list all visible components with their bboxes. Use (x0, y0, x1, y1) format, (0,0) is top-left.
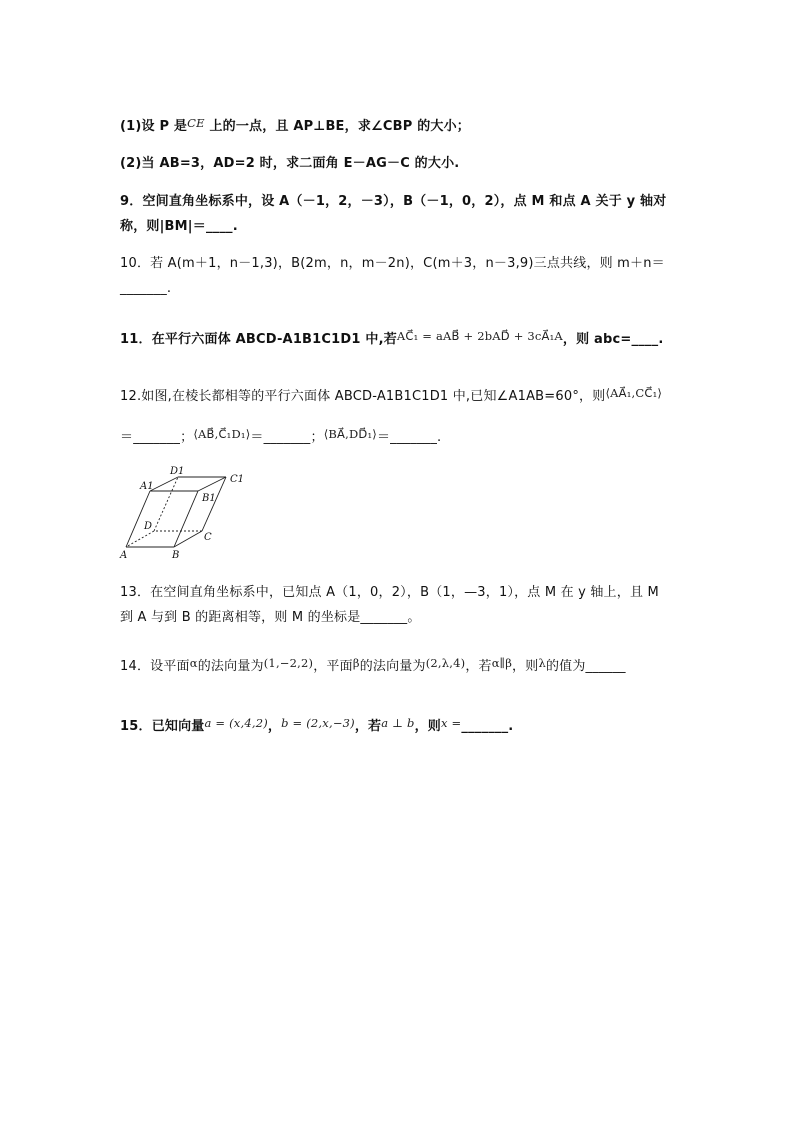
question-9-line-1: 9．空间直角坐标系中，设 A（－1，2，－3），B（－1，0，2），点 M 和点 A 关于 y 轴对 (120, 194, 667, 209)
question-8-part-1 (120, 114, 470, 136)
edge-dd1 (154, 477, 178, 531)
text-fragment: ，则 abc=____. (562, 332, 664, 347)
question-10-line-1: 10．若 A(m＋1，n－1,3)，B(2m，n，m－2n)，C(m＋3，n－3,9)三点共线，则 m＋n＝ (120, 256, 665, 271)
normal-vector-1: (1,−2,2) (263, 656, 314, 670)
angle-formula-3: ⟨BA⃗,DD⃗₁⟩ (323, 427, 377, 441)
parallelepiped-diagram (118, 465, 248, 560)
text-fragment: (1)设 P 是 (120, 119, 188, 134)
edge-aa1 (126, 491, 153, 547)
text-fragment: 的法向量为 (359, 659, 426, 674)
vector-a: a = (x,4,2) (204, 716, 268, 730)
text-fragment: ，若 (465, 659, 492, 674)
symbol-beta: β (352, 656, 360, 670)
edge-bb1 (174, 491, 198, 547)
question-10-line-2: _______. (120, 281, 172, 296)
question-11 (120, 327, 663, 349)
question-12-line-2 (120, 425, 441, 447)
text-fragment: ，则 (414, 719, 442, 734)
question-12-line-1 (120, 384, 662, 406)
parallelepiped-figure (118, 465, 248, 564)
text-fragment: ，若 (354, 719, 382, 734)
label-d: D (144, 521, 153, 532)
question-8-part-2: (2)当 AB=3，AD=2 时，求二面角 E－AG－C 的大小. (120, 156, 460, 171)
arc-ce-formula: CE (187, 116, 205, 130)
answer-blank: _______. (461, 719, 514, 734)
edge-bc (174, 531, 202, 547)
label-d1: D1 (170, 466, 185, 477)
angle-formula-1: ⟨AA⃗₁,CC⃗₁⟩ (605, 386, 663, 400)
vector-b: b = (2,x,−3) (281, 716, 355, 730)
text-fragment: ＝_______； (250, 430, 324, 445)
angle-formula-2: ⟨AB⃗,C⃗₁D₁⟩ (193, 427, 251, 441)
symbol-alpha: α (189, 656, 198, 670)
label-a1: A1 (140, 481, 154, 492)
x-equals: x = (441, 716, 462, 730)
label-b: B (172, 550, 180, 560)
perpendicular-condition: a ⊥ b (381, 716, 415, 730)
normal-vector-2: (2,λ,4) (425, 656, 466, 670)
text-fragment: 的法向量为 (197, 659, 264, 674)
question-14 (120, 654, 626, 676)
edge-da (126, 531, 154, 547)
parallel-condition: α∥β (491, 656, 513, 670)
edge-cc1 (202, 477, 226, 531)
symbol-lambda: λ (538, 656, 546, 670)
text-fragment: 上的一点，且 AP⊥BE，求∠CBP 的大小； (204, 119, 470, 134)
label-b1: B1 (202, 493, 216, 504)
text-fragment: 14．设平面 (120, 659, 190, 674)
text-fragment: 11．在平行六面体 ABCD-A1B1C1D1 中,若 (120, 332, 397, 347)
text-fragment: ＝_______； (120, 430, 194, 445)
vector-equation: AC⃗₁ = aAB⃗ + 2bAD⃗ + 3cA⃗₁A (396, 329, 563, 343)
text-fragment: ， (267, 719, 282, 734)
question-9-line-2: 称，则|BM|＝____. (120, 219, 238, 234)
label-c1: C1 (230, 474, 245, 485)
edge-d1a1 (150, 477, 178, 491)
text-fragment: 的值为______ (545, 659, 626, 674)
question-15 (120, 714, 513, 736)
question-13-line-2: 到 A 与到 B 的距离相等，则 M 的坐标是_______。 (120, 610, 421, 625)
text-fragment: 12.如图,在棱长都相等的平行六面体 ABCD-A1B1C1D1 中,已知∠A1AB=60°，则 (120, 389, 606, 404)
text-fragment: ＝_______. (376, 430, 442, 445)
text-fragment: 15．已知向量 (120, 719, 205, 734)
question-13-line-1: 13．在空间直角坐标系中，已知点 A（1，0，2），B（1，—3，1），点 M 在 y 轴上，且 M (120, 585, 659, 600)
label-a: A (120, 550, 128, 560)
label-c: C (204, 532, 212, 543)
text-fragment: ，平面 (313, 659, 353, 674)
text-fragment: ，则 (512, 659, 539, 674)
edge-b1c1 (198, 477, 226, 491)
